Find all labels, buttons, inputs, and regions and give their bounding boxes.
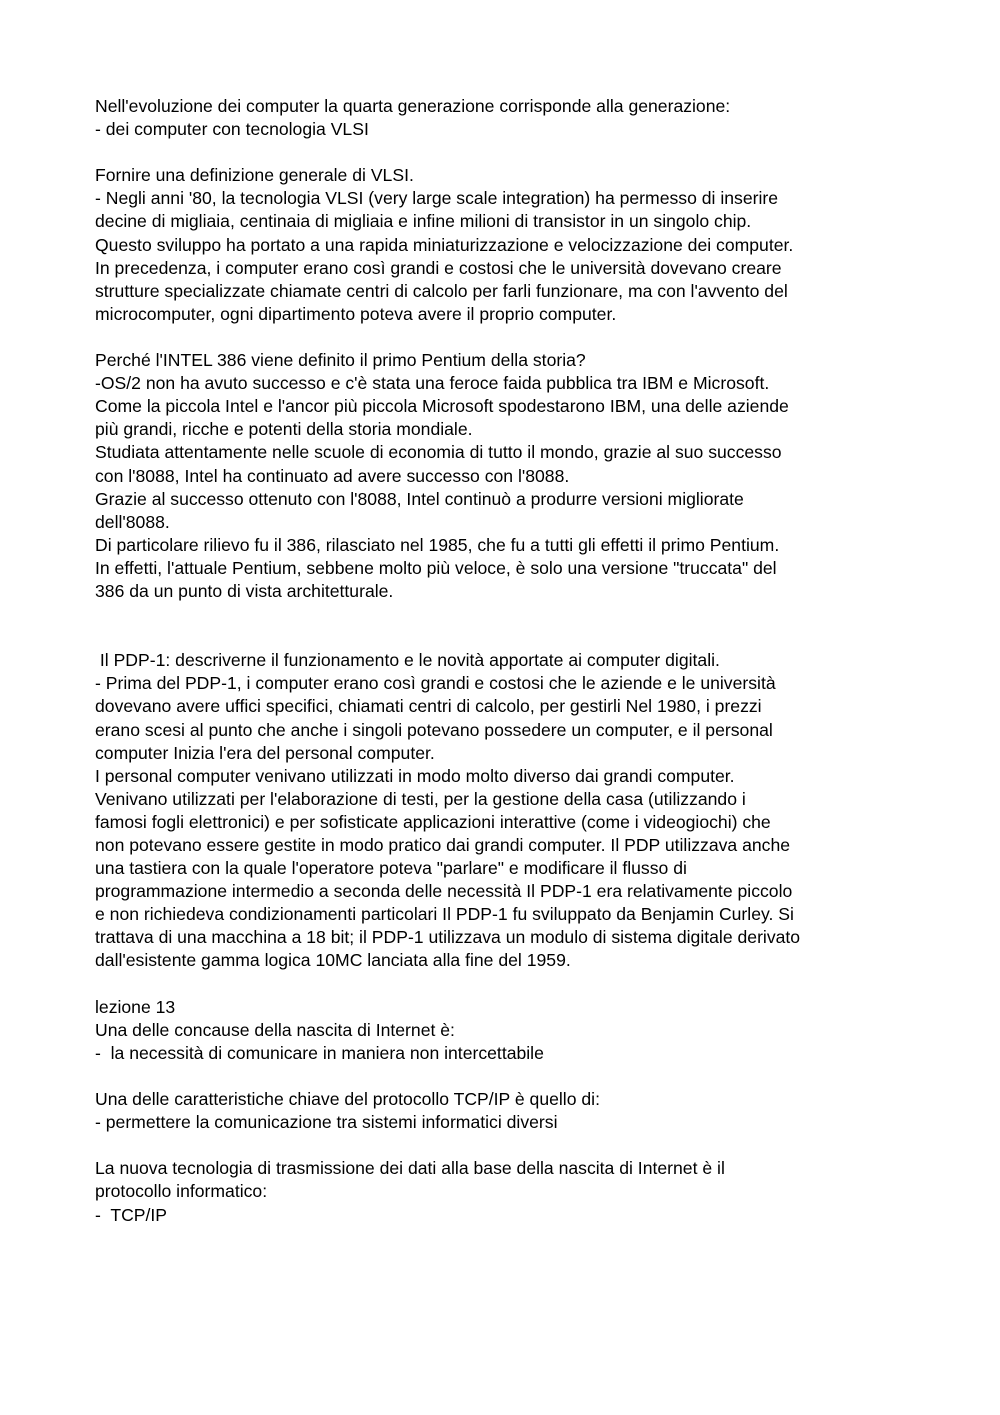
answer-line: trattava di una macchina a 18 bit; il PDP-1 utilizzava un modulo di sistema digitale derivato (95, 927, 801, 948)
answer-line: - TCP/IP (95, 1204, 168, 1225)
answer-line: erano scesi al punto che anche i singoli potevano possedere un computer, e il personal (95, 719, 773, 740)
answer-line: computer Inizia l'era del personal computer. (95, 742, 435, 763)
question-line: protocollo informatico: (95, 1181, 268, 1202)
question-line: Perché l'INTEL 386 viene definito il primo Pentium della storia? (95, 350, 586, 371)
question-line: Fornire una definizione generale di VLSI. (95, 165, 414, 186)
section-intel-386 (95, 349, 925, 603)
question-line: Una delle concause della nascita di Internet è: (95, 1019, 455, 1040)
answer-line: Di particolare rilievo fu il 386, rilasciato nel 1985, che fu a tutti gli effetti il primo Pentium. (95, 534, 780, 555)
document-body (95, 95, 925, 1227)
answer-line: In effetti, l'attuale Pentium, sebbene molto più veloce, è solo una versione "truccata" del (95, 557, 777, 578)
answer-line: più grandi, ricche e potenti della storia mondiale. (95, 419, 473, 440)
section-internet-protocol (95, 1157, 925, 1226)
answer-line: I personal computer venivano utilizzati in modo molto diverso dai grandi computer. (95, 765, 735, 786)
answer-line: - permettere la comunicazione tra sistemi informatici diversi (95, 1112, 558, 1133)
paragraph-spacer (95, 603, 925, 649)
question-line: Il PDP-1: descriverne il funzionamento e le novità apportate ai computer digitali. (95, 650, 720, 671)
answer-line: In precedenza, i computer erano così grandi e costosi che le università dovevano creare (95, 257, 782, 278)
answer-line: 386 da un punto di vista architetturale. (95, 580, 394, 601)
section-internet-cause (95, 996, 925, 1065)
answer-line: e non richiedeva condizionamenti particolari Il PDP-1 fu sviluppato da Benjamin Curley. Si (95, 904, 794, 925)
answer-line: Studiata attentamente nelle scuole di economia di tutto il mondo, grazie al suo successo (95, 442, 782, 463)
answer-line: programmazione intermedio a seconda delle necessità Il PDP-1 era relativamente piccolo (95, 881, 793, 902)
section-tcp-ip-feature (95, 1088, 925, 1134)
answer-line: -OS/2 non ha avuto successo e c'è stata una feroce faida pubblica tra IBM e Microsoft. (95, 373, 770, 394)
answer-line: - Negli anni '80, la tecnologia VLSI (very large scale integration) ha permesso di inserire (95, 188, 779, 209)
answer-line: una tastiera con la quale l'operatore poteva "parlare" e modificare il flusso di (95, 858, 687, 879)
answer-line: - la necessità di comunicare in maniera non intercettabile (95, 1042, 544, 1063)
section-vlsi-definition (95, 164, 925, 326)
answer-line: famosi fogli elettronici) e per sofisticate applicazioni interattive (come i videogiochi) che (95, 811, 771, 832)
answer-line: Come la piccola Intel e l'ancor più piccola Microsoft spodestarono IBM, una delle aziende (95, 396, 789, 417)
question-line: Nell'evoluzione dei computer la quarta generazione corrisponde alla generazione: (95, 96, 731, 116)
answer-line: Grazie al successo ottenuto con l'8088, Intel continuò a produrre versioni migliorate (95, 488, 744, 509)
answer-line: dovevano avere uffici specifici, chiamati centri di calcolo, per gestirli Nel 1980, i prezzi (95, 696, 762, 717)
answer-line: microcomputer, ogni dipartimento poteva avere il proprio computer. (95, 303, 617, 324)
lesson-heading: lezione 13 (95, 996, 176, 1017)
answer-line: con l'8088, Intel ha continuato ad avere successo con l'8088. (95, 465, 570, 486)
paragraph-spacer (95, 973, 925, 996)
answer-line: dell'8088. (95, 511, 170, 532)
answer-line: Venivano utilizzati per l'elaborazione di testi, per la gestione della casa (utilizzando i (95, 788, 746, 809)
answer-line: non potevano essere gestite in modo pratico dai grandi computer. Il PDP utilizzava anche (95, 835, 791, 855)
paragraph-spacer (95, 1134, 925, 1157)
section-vlsi-generation (95, 95, 925, 141)
paragraph-spacer (95, 141, 925, 164)
answer-line: - Prima del PDP-1, i computer erano così grandi e costosi che le aziende e le università (95, 673, 776, 694)
question-line: Una delle caratteristiche chiave del protocollo TCP/IP è quello di: (95, 1089, 600, 1110)
paragraph-spacer (95, 326, 925, 349)
answer-line: decine di migliaia, centinaia di migliaia e infine milioni di transistor in un singolo chip. (95, 211, 752, 232)
section-pdp-1 (95, 649, 925, 972)
paragraph-spacer (95, 1065, 925, 1088)
answer-line: dall'esistente gamma logica 10MC lanciata alla fine del 1959. (95, 950, 571, 971)
answer-line: strutture specializzate chiamate centri di calcolo per farli funzionare, ma con l'avvento del (95, 280, 788, 301)
question-line: La nuova tecnologia di trasmissione dei dati alla base della nascita di Internet è il (95, 1158, 725, 1179)
answer-line: - dei computer con tecnologia VLSI (95, 119, 369, 140)
answer-line: Questo sviluppo ha portato a una rapida miniaturizzazione e velocizzazione dei computer. (95, 234, 794, 255)
